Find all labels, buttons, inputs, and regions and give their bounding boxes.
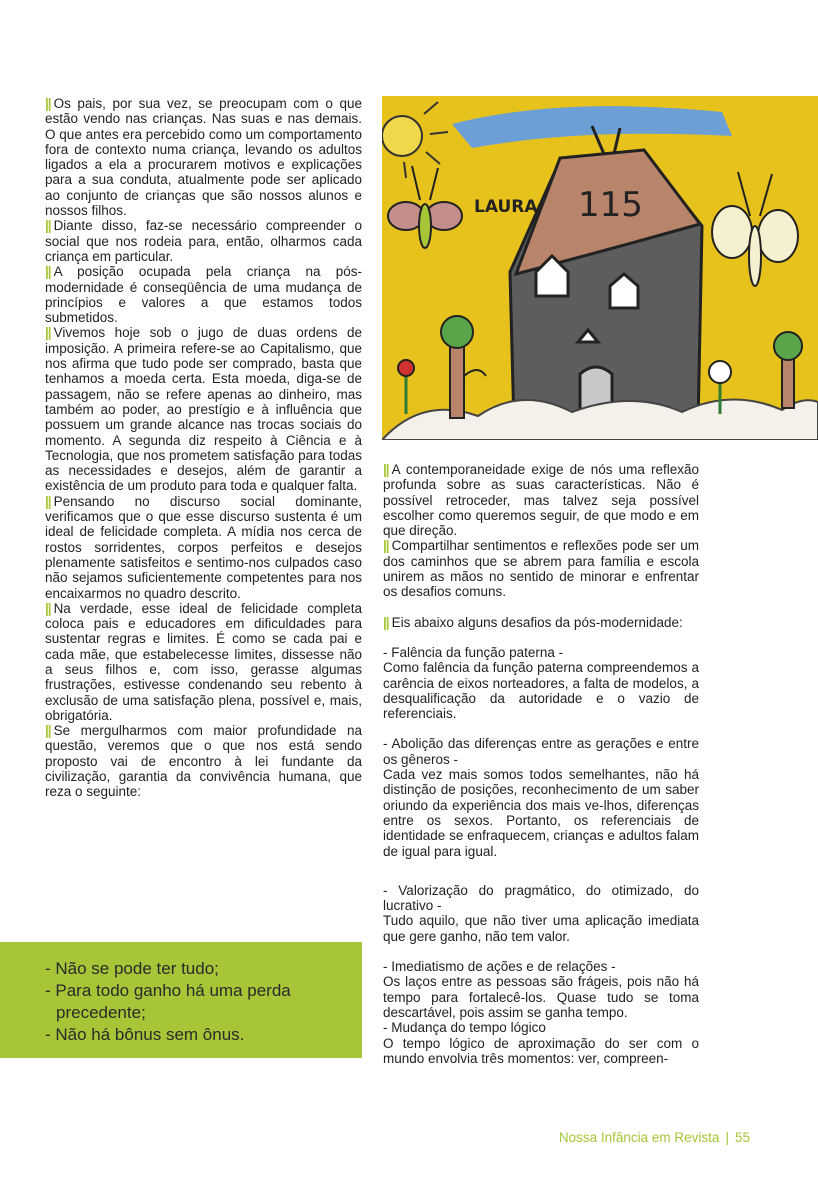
paragraph: || Compartilhar sentimentos e reflexões pode ser um dos caminhos que se abrem para família e escola unirem as mãos no sentido de minorar e enfrentar os desafios comuns. [383, 538, 699, 600]
law-item: - Não há bônus sem ônus. [45, 1025, 245, 1044]
challenge-title: - Abolição das diferenças entre as gerações e entre os gêneros - [383, 736, 699, 767]
challenge-title: - Imediatismo de ações e de relações - [383, 959, 616, 975]
challenge-text: Como falência da função paterna compreendemos a carência de eixos norteadores, a falta de modelos, a desqualificação da autoridade e o vazio de referenciais. [383, 660, 699, 722]
challenge-title: - Falência da função paterna - [383, 644, 564, 660]
right-column [383, 462, 699, 1066]
magazine-title: Nossa Infância em Revista [558, 1130, 720, 1145]
page-footer [559, 1130, 750, 1145]
drawing-label: LAURA [474, 197, 538, 217]
paragraph: || Pensando no discurso social dominante, verificamos que o que esse discurso sustenta é um ideal de felicidade completa. A mídia nos cerca de rostos sorridentes, corpos perfeitos e desejos plenamente satisfeitos e sentimo-nos culpados caso não sejamos suficientemente competentes para nos encaixarmos no quadro descrito. [45, 493, 362, 601]
law-item: - Para todo ganho há uma perda precedente; [45, 981, 291, 1022]
footer-separator: | [725, 1130, 729, 1145]
challenges-intro: || Eis abaixo alguns desafios da pós-modernidade: [383, 614, 683, 630]
challenge-text: Tudo aquilo, que não tiver uma aplicação imediata que gere ganho, não tem valor. [383, 913, 699, 944]
house-number: 115 [578, 185, 643, 225]
law-quote-box [0, 942, 362, 1058]
law-list [45, 958, 352, 1046]
challenge-title: - Mudança do tempo lógico [383, 1020, 546, 1036]
challenge-title: - Valorização do pragmático, do otimizado, do lucrativo - [383, 882, 699, 914]
page-number: 55 [734, 1130, 750, 1145]
challenge-text: Cada vez mais somos todos semelhantes, não há distinção de posições, reconhecimento de um saber oriundo da experiência dos mais ve-lhos, diferenças entre os sexos. Portanto, os referenciais de identidade se enfraquecem, crianças e adultos falam de igual para igual. [383, 767, 699, 859]
paragraph: || Se mergulharmos com maior profundidade na questão, veremos que o que nos está sendo proposto vai de encontro à lei fundante da civilização, garantia da convivência humana, que reza o seguinte: [45, 723, 362, 800]
law-item: - Não se pode ter tudo; [45, 959, 219, 978]
paragraph: || A contemporaneidade exige de nós uma reflexão profunda sobre as suas características. Não é possível retroceder, mas talvez seja possível escolher como queremos seguir, de que modo e em que direção. [383, 462, 699, 539]
paragraph-marker: || [45, 600, 51, 616]
paragraph: || Vivemos hoje sob o jugo de duas ordens de imposição. A primeira refere-se ao Capitalismo, que nos afirma que tudo pode ser comprado, basta que tenhamos a moeda certa. Esta moeda, diga-se de passagem, não se refere apenas ao dinheiro, mas também ao poder, ao prestígio e à influência que possuem um grande alcance nas trocas sociais do momento. A segunda diz respeito à Ciência e à Tecnologia, que nos prometem satisfação para todas as necessidades e desejos, além de garantir a existência de um produto para toda e qualquer falta. [45, 325, 362, 494]
child-drawing [382, 96, 818, 440]
paragraph-marker: || [45, 218, 51, 234]
challenge-text: Os laços entre as pessoas são frágeis, pois não há tempo para fortalecê-los. Quase tudo se toma descartável, pois assim se ganha tempo. [383, 974, 699, 1020]
paragraph-marker: || [383, 538, 389, 554]
paragraph-marker: || [45, 96, 51, 111]
paragraph: || A posição ocupada pela criança na pós-modernidade é conseqüência de uma mudança de princípios e valores a que estamos todos submetidos. [45, 264, 362, 326]
child-drawing-illustration [382, 96, 818, 440]
paragraph-marker: || [45, 264, 51, 280]
paragraph-marker: || [45, 325, 51, 341]
left-column [45, 96, 362, 800]
paragraph: || Os pais, por sua vez, se preocupam com o que estão vendo nas crianças. Nas suas e nas demais. O que antes era percebido como um comportamento fora de contexto numa criança, levando os adultos ligados a ela a procurarem motivos e explicações para a sua conduta, atualmente pode ser aplicado ao conjunto de crianças que são nossos alunos e nossos filhos. [45, 96, 362, 219]
paragraph-marker: || [45, 723, 51, 739]
paragraph-marker: || [383, 614, 389, 630]
paragraph: || Diante disso, faz-se necessário compreender o social que nos rodeia para, então, olharmos cada criança em particular. [45, 218, 362, 264]
paragraph: || Na verdade, esse ideal de felicidade completa coloca pais e educadores em dificuldades para sustentar regras e limites. É como se cada pai e cada mãe, que estabelecesse limites, dissesse não a seus filhos e, com isso, gerasse algumas frustrações, estivesse condenando seu rebento à exclusão de uma satisfação plena, possível e, mais, obrigatória. [45, 600, 362, 723]
paragraph-marker: || [383, 462, 389, 477]
paragraph-marker: || [45, 493, 51, 509]
challenge-text: O tempo lógico de aproximação do ser com o mundo envolvia três momentos: ver, compreen- [383, 1035, 699, 1066]
